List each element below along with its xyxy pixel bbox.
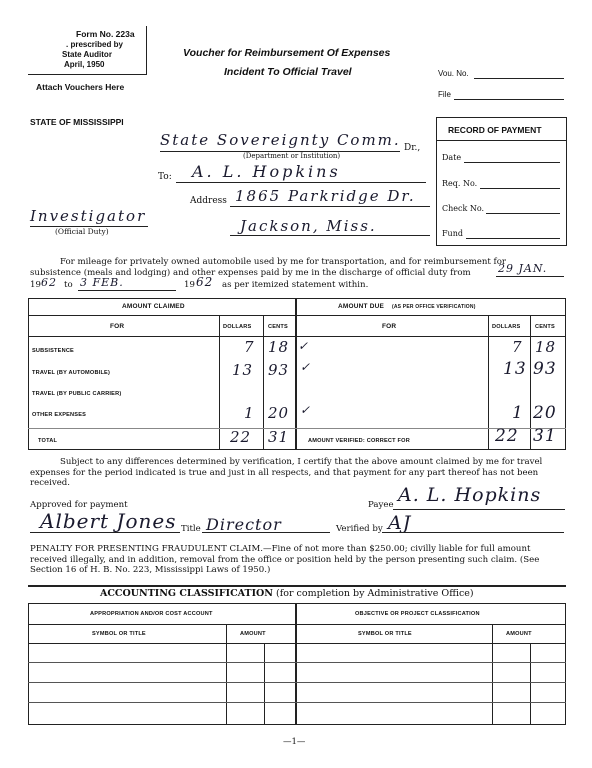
row-auto-cents: 93 bbox=[268, 361, 290, 379]
official-duty-value: Investigator bbox=[30, 207, 147, 225]
verified-cents: 31 bbox=[533, 426, 557, 446]
amount-claimed-header: AMOUNT CLAIMED bbox=[122, 303, 185, 310]
form-prescribed: . prescribed by bbox=[66, 40, 123, 49]
year-prefix-2: 19 bbox=[184, 280, 195, 290]
certification-text: Subject to any differences determined by verification, I certify that the above amount claimed by me for travel expenses for the period indicated is true and just in all respects, and that payment for any part thereof has not been received. bbox=[30, 457, 543, 488]
record-check-label: Check No. bbox=[442, 204, 485, 213]
mileage-text-end: as per itemized statement within. bbox=[222, 280, 369, 290]
row-subsistence-label: SUBSISTENCE bbox=[32, 348, 74, 354]
record-req-label: Req. No. bbox=[442, 179, 478, 188]
accounting-note: (for completion by Administrative Office) bbox=[276, 588, 474, 599]
due-cents-col bbox=[530, 315, 531, 450]
department-caption: (Department or Institution) bbox=[243, 152, 341, 160]
acct-right-amount-sub bbox=[530, 643, 531, 725]
file-line bbox=[454, 99, 564, 100]
row-subsistence-cents: 18 bbox=[268, 338, 290, 356]
record-check-line bbox=[486, 213, 560, 214]
mileage-statement bbox=[30, 257, 530, 278]
from-date: 29 JAN. bbox=[498, 262, 548, 275]
due-dollars-col bbox=[488, 315, 489, 450]
page-number: —1— bbox=[283, 737, 306, 747]
claimed-dollars-header: DOLLARS bbox=[223, 324, 252, 330]
total-cents: 31 bbox=[268, 428, 290, 446]
from-date-line bbox=[496, 276, 564, 277]
voucher-title: Voucher for Reimbursement Of Expenses bbox=[183, 47, 391, 59]
address-line2: Jackson, Miss. bbox=[240, 217, 377, 235]
accounting-header-rule bbox=[28, 624, 566, 625]
acct-left-amount-col bbox=[226, 624, 227, 725]
claimed-cents-header: CENTS bbox=[268, 324, 288, 330]
to-word: to bbox=[64, 280, 73, 290]
record-date-label: Date bbox=[442, 153, 462, 162]
to-date: 3 FEB. bbox=[80, 276, 124, 289]
row-auto-label: TRAVEL (BY AUTOMOBILE) bbox=[32, 370, 111, 376]
vou-no-line bbox=[474, 78, 564, 79]
row-other-due-cents: 20 bbox=[533, 403, 557, 423]
accounting-rule bbox=[28, 585, 566, 587]
row-other-due-dollars: 1 bbox=[512, 403, 524, 423]
department-value: State Sovereignty Comm. bbox=[160, 131, 401, 149]
acct-row-1 bbox=[28, 662, 566, 663]
address-label: Address bbox=[190, 196, 227, 206]
verified-label: AMOUNT VERIFIED: CORRECT FOR bbox=[308, 438, 410, 444]
acct-left-amount: AMOUNT bbox=[240, 631, 266, 637]
mileage-text: For mileage for privately owned automobile used by me for transportation, and for reimbursement for subsistence (meals and lodging) and other expenses paid by me in the discharge of official duty from bbox=[30, 257, 507, 278]
acct-left-header: APPROPRIATION AND/OR COST ACCOUNT bbox=[90, 611, 213, 617]
approved-line bbox=[30, 532, 180, 533]
acct-left-amount-sub bbox=[264, 643, 265, 725]
acct-row-2 bbox=[28, 682, 566, 683]
record-divider bbox=[437, 140, 566, 141]
amount-due-header: AMOUNT DUE bbox=[338, 303, 385, 310]
record-req-line bbox=[480, 188, 560, 189]
approved-signature: Albert Jones bbox=[40, 509, 177, 533]
verified-dollars: 22 bbox=[495, 426, 519, 446]
row-auto-dollars: 13 bbox=[232, 361, 254, 379]
claimed-cents-col bbox=[263, 315, 264, 450]
claimed-dollars-col bbox=[219, 315, 220, 450]
record-fund-label: Fund bbox=[442, 229, 463, 238]
form-state-auditor: State Auditor bbox=[62, 50, 112, 59]
address-line2-rule bbox=[230, 235, 430, 236]
accounting-divider bbox=[295, 603, 297, 725]
check-mark-1: ✓ bbox=[298, 339, 310, 353]
accounting-title: ACCOUNTING CLASSIFICATION bbox=[100, 588, 273, 599]
due-for-header: FOR bbox=[382, 323, 397, 330]
voucher-subtitle: Incident To Official Travel bbox=[224, 66, 352, 78]
address-line1-rule bbox=[230, 206, 430, 207]
acct-right-symbol: SYMBOL OR TITLE bbox=[358, 631, 412, 637]
record-date-line bbox=[464, 162, 560, 163]
form-date: April, 1950 bbox=[64, 60, 105, 69]
official-duty-caption: (Official Duty) bbox=[55, 227, 109, 236]
row-public-label: TRAVEL (BY PUBLIC CARRIER) bbox=[32, 391, 122, 397]
row-other-cents: 20 bbox=[268, 404, 290, 422]
year-prefix-1: 19 bbox=[30, 280, 41, 290]
to-label: To: bbox=[158, 172, 172, 182]
record-of-payment-title: RECORD OF PAYMENT bbox=[448, 125, 542, 135]
year2: 62 bbox=[196, 275, 214, 289]
total-rule bbox=[28, 428, 566, 429]
payee-name: A. L. Hopkins bbox=[192, 162, 341, 181]
row-other-label: OTHER EXPENSES bbox=[32, 412, 87, 418]
verified-by-label: Verified by bbox=[336, 524, 383, 534]
acct-right-header: OBJECTIVE OR PROJECT CLASSIFICATION bbox=[355, 611, 480, 617]
row-subsistence-due-dollars: 7 bbox=[512, 338, 523, 356]
to-line bbox=[176, 182, 426, 183]
row-subsistence-due-cents: 18 bbox=[535, 338, 557, 356]
total-label: TOTAL bbox=[38, 438, 58, 444]
verified-by-value: AJ bbox=[388, 512, 412, 534]
payee-signature: A. L. Hopkins bbox=[398, 484, 542, 506]
due-dollars-header: DOLLARS bbox=[492, 324, 521, 330]
year1: 62 bbox=[41, 276, 57, 289]
form-number: Form No. 223a bbox=[76, 29, 135, 39]
acct-right-amount-col bbox=[492, 624, 493, 725]
accounting-table bbox=[28, 603, 566, 725]
acct-row-3 bbox=[28, 702, 566, 703]
due-cents-header: CENTS bbox=[535, 324, 555, 330]
acct-right-amount: AMOUNT bbox=[506, 631, 532, 637]
title-value: Director bbox=[206, 515, 282, 534]
row-subsistence-dollars: 7 bbox=[244, 338, 255, 356]
amount-due-note: (AS PER OFFICE VERIFICATION) bbox=[392, 304, 476, 310]
claimed-for-header: FOR bbox=[110, 323, 125, 330]
accounting-heading bbox=[100, 588, 474, 599]
amount-table-colhead-rule bbox=[28, 336, 566, 337]
approved-label: Approved for payment bbox=[30, 500, 128, 510]
total-dollars: 22 bbox=[230, 428, 252, 446]
state-label: STATE OF MISSISSIPPI bbox=[30, 117, 124, 127]
attach-note: Attach Vouchers Here bbox=[36, 82, 125, 92]
verified-by-line bbox=[382, 532, 564, 533]
title-label: Title bbox=[181, 524, 201, 534]
payee-label: Payee bbox=[368, 500, 394, 510]
penalty-text: PENALTY FOR PRESENTING FRAUDULENT CLAIM.—Fine of not more than $250.00; civilly liable for full amount received illegally, and in addition, removal from the office or position held by the person presenting such claim. (See Section 16 of H. B. No. 223, Mississippi Laws of 1950.) bbox=[30, 544, 540, 575]
payee-line bbox=[393, 509, 565, 510]
accounting-colhead-rule bbox=[28, 643, 566, 644]
row-other-dollars: 1 bbox=[244, 404, 255, 422]
address-line1: 1865 Parkridge Dr. bbox=[235, 187, 416, 205]
check-mark-2: ✓ bbox=[300, 360, 312, 374]
file-label: File bbox=[438, 90, 451, 99]
title-line bbox=[202, 532, 330, 533]
record-fund-line bbox=[466, 238, 560, 239]
acct-left-symbol: SYMBOL OR TITLE bbox=[92, 631, 146, 637]
department-suffix: Dr., bbox=[404, 143, 421, 153]
to-date-line bbox=[78, 290, 176, 291]
amount-table-header-rule bbox=[28, 315, 566, 316]
row-auto-due-dollars: 13 bbox=[503, 359, 527, 379]
check-mark-3: ✓ bbox=[300, 403, 312, 417]
row-auto-due-cents: 93 bbox=[533, 359, 557, 379]
vou-no-label: Vou. No. bbox=[438, 69, 469, 78]
